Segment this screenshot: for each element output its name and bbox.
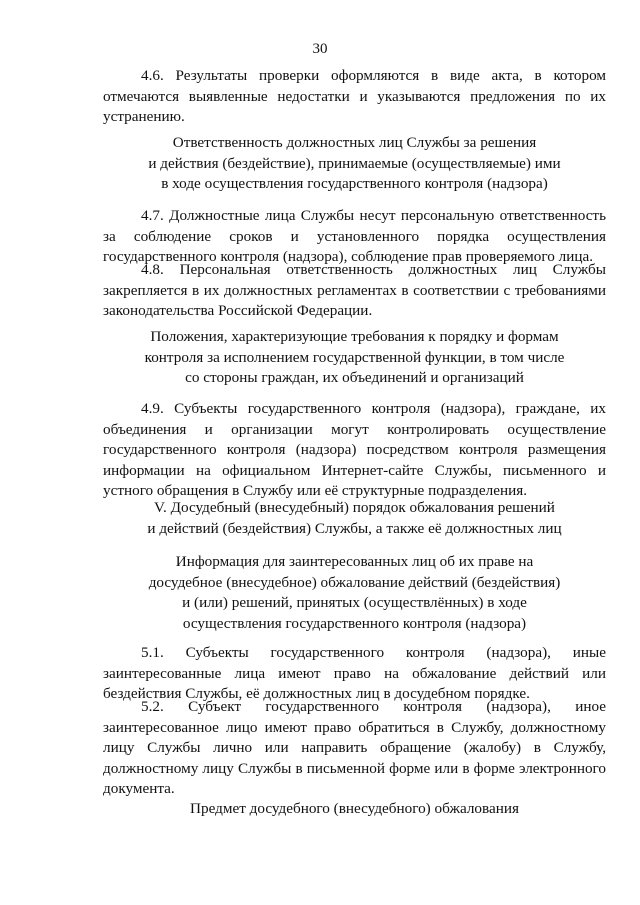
heading-line: контроля за исполнением государственной функции, в том числе <box>144 348 565 366</box>
heading-line: V. Досудебный (внесудебный) порядок обжалования решений <box>154 499 555 516</box>
paragraph-4-8-text: 4.8. Персональная ответственность должностных лиц Службы закрепляется в их должностных регламентах в соответствии с требованиями законодательства Российской Федерации. <box>103 261 606 319</box>
heading-line: досудебное (внесудебное) обжалование действий (бездействия) <box>148 573 561 591</box>
heading-line: и действия (бездействие), принимаемые (осуществляемые) ими <box>148 154 561 172</box>
heading-line: Информация для заинтересованных лиц об их праве на <box>175 553 534 570</box>
paragraph-4-9 <box>103 399 606 502</box>
paragraph-5-1-text: 5.1. Субъекты государственного контроля (надзора), иные заинтересованные лица имеют право на обжалование действий или бездействия Службы, её должностных лиц в досудебном порядке. <box>103 644 606 702</box>
paragraph-4-7-text: 4.7. Должностные лица Службы несут персональную ответственность за соблюдение сроков и установленного порядка осуществления государственного контроля (надзора), соблюдение прав проверяемого лица. <box>103 207 606 265</box>
heading-line: осуществления государственного контроля (надзора) <box>182 614 527 632</box>
paragraph-4-6 <box>103 66 606 128</box>
paragraph-4-9-text: 4.9. Субъекты государственного контроля (надзора), граждане, их объединения и организации могут контролировать осуществление государственного контроля (надзора) посредством контроля размещения информации на официальном Интернет-сайте Службы, письменного и устного обращения в Службу или её структурные подразделения. <box>103 400 606 499</box>
heading-line: Ответственность должностных лиц Службы за решения <box>172 134 537 151</box>
page-number: 30 <box>312 41 328 57</box>
heading-line: Положения, характеризующие требования к порядку и формам <box>150 328 559 345</box>
heading-line: и действий (бездействия) Службы, а также её должностных лиц <box>147 519 562 537</box>
heading-line: со стороны граждан, их объединений и организаций <box>185 369 524 386</box>
heading-line: в ходе осуществления государственного контроля (надзора) <box>161 175 548 192</box>
heading-line: Предмет досудебного (внесудебного) обжалования <box>190 800 519 817</box>
heading-responsibility <box>103 133 606 195</box>
paragraph-4-8 <box>103 260 606 322</box>
heading-line: и (или) решений, принятых (осуществлённых) в ходе <box>182 594 527 611</box>
heading-appeal-subject <box>103 799 606 820</box>
heading-information <box>103 552 606 634</box>
heading-section-v <box>103 498 606 539</box>
paragraph-5-2 <box>103 697 606 800</box>
paragraph-5-2-text: 5.2. Субъект государственного контроля (надзора), иное заинтересованное лицо имеют право обратиться в Службу, должностному лицу Службы лично или направить обращение (жалобу) в Службу, должностному лицу Службы в письменной форме или в форме электронного документа. <box>103 698 606 797</box>
paragraph-4-6-text: 4.6. Результаты проверки оформляются в виде акта, в котором отмечаются выявленные недостатки и указываются предложения по их устранению. <box>103 67 606 125</box>
paragraph-4-7 <box>103 206 606 268</box>
heading-control-provisions <box>103 327 606 389</box>
paragraph-5-1 <box>103 643 606 705</box>
